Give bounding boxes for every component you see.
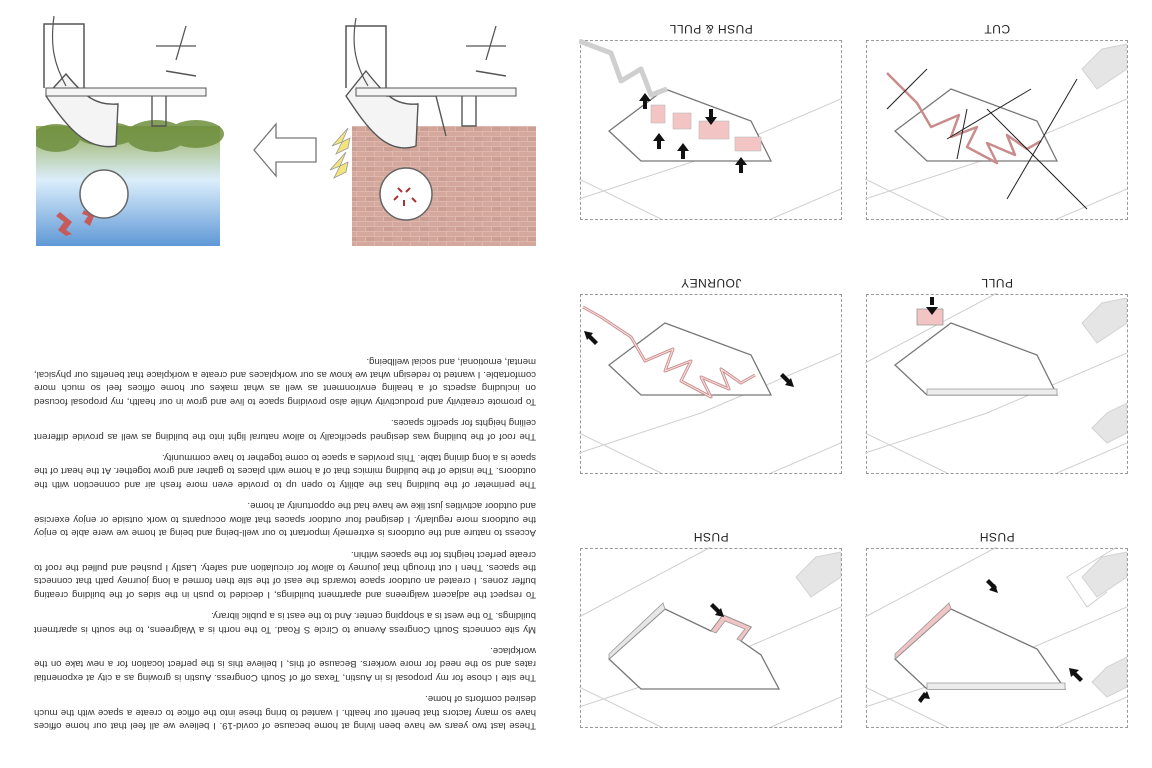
essay-paragraph: My site connects South Congress Avenue to Circle S Road. To the north is a Walgreens, to the south is apartment buildings. To the west is a shopping center. And to the east is a public library. [34,610,536,635]
diagram-push-pull [580,40,842,220]
diagram-journey [580,294,842,474]
essay-paragraph: Access to nature and the outdoors is extremely important to our well-being and being at home we were able to enjoy the outdoors more regularly. I designed four outdoor spaces that allow occupants to work outside or enjoy exercise and outdoor activities just like we have had the opportunity at home. [34,500,536,539]
title-pull: PULL [980,276,1014,290]
diagram-push-1 [866,548,1128,728]
home-scene [36,16,224,246]
diagram-pull [866,294,1128,474]
stress-lightning-icon [330,128,350,178]
title-journey: JOURNEY [680,276,742,290]
title-cut: CUT [983,22,1011,36]
concept-illustration [36,6,536,246]
diagram-push-2 [580,548,842,728]
transition-arrow-icon [254,124,316,176]
essay-paragraph: To promote creativity and productivity while also providing space to live and grow in our health, my proposal focused on including aspects of a healing environment as well as what makes our home offices feel so much more comfortable. I wanted to redesign what we know as our workplaces and create a workplace that benefits our physical, mental, emotional, and social wellbeing. [34,355,536,407]
essay-paragraph: To respect the adjacent walgreens and apartment buildings, I decided to push in the sides of the building creating buffer zones. I created an outdoor space towards the east of the site then formed a long journey path that connects the spaces. Then I cut through that journey to allow for circulation and safety. Lastly I pushed and pulled the roof to create perfect heights for the spaces within. [34,548,536,600]
essay-paragraph: These last two years we have been living at home because of covid-19. I believe we all feel that our home offices have so many factors that benefit our health. I wanted to bring these into the office to create a space with the much desired comforts of home. [34,693,536,731]
essay-paragraph: The site I chose for my proposal is in Austin, Texas off of South Congress. Austin is growing as a city at exponential rates and so the need for more workers. Because of this, I believe this is the perfect location for a new take on the workplace. [34,644,536,683]
essay-paragraph: The perimeter of the building has the ability to open up to provide even more fresh air and connection with the outdoors. The inside of the building mimics that of a home with places to gather and grow together. At the heart of the space is a long dining table. This provides a space to come together to have community. [34,452,536,490]
title-push-pull: PUSH & PULL [669,22,753,36]
essay-text [34,346,536,732]
title-push-2: PUSH [693,530,729,544]
office-scene [346,18,536,246]
diagram-cut [866,40,1128,220]
title-push-1: PUSH [979,530,1015,544]
essay-paragraph: The roof of the building was designed specifically to allow natural light into the building as well as provide different ceiling heights for specific spaces. [34,417,536,442]
